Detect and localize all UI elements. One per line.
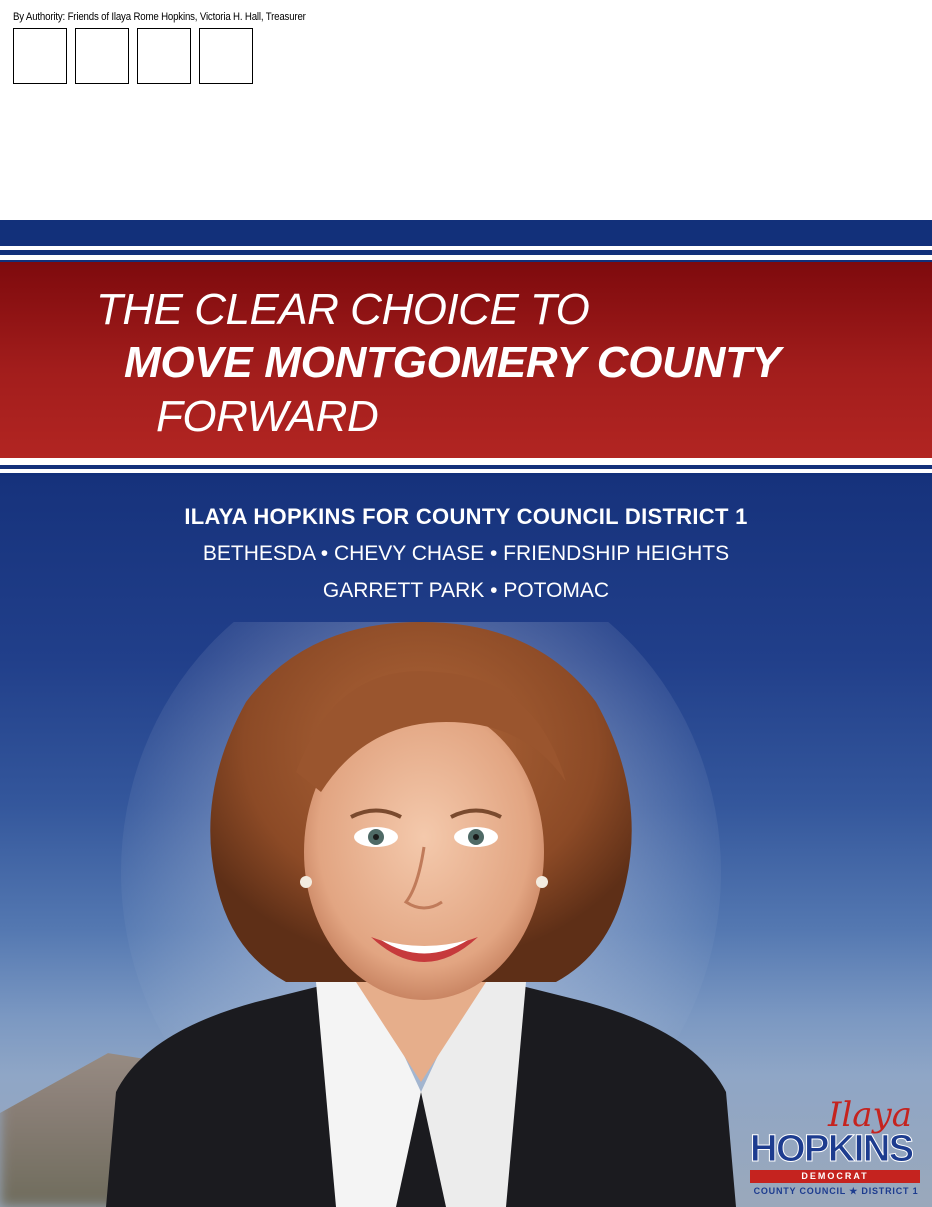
- headline-line-3: FORWARD: [156, 392, 379, 441]
- headline-line-1: THE CLEAR CHOICE TO: [96, 285, 590, 334]
- authority-disclaimer: By Authority: Friends of Ilaya Rome Hopkins, Victoria H. Hall, Treasurer: [13, 11, 306, 23]
- logo-script-name: Ilaya: [827, 1095, 912, 1135]
- candidate-portrait: [106, 622, 736, 1207]
- empty-box-2: [75, 28, 129, 84]
- middle-navy-stripe: [0, 458, 932, 476]
- logo-party-band: DEMOCRAT: [750, 1170, 920, 1183]
- empty-box-1: [13, 28, 67, 84]
- candidate-office-title: ILAYA HOPKINS FOR COUNTY COUNCIL DISTRICT 1: [184, 504, 748, 529]
- empty-box-4: [199, 28, 253, 84]
- district-areas-line-2: GARRETT PARK • POTOMAC: [322, 579, 610, 602]
- logo-surname: HOPKINS: [750, 1128, 913, 1170]
- logo-office-line: COUNTY COUNCIL ★ DISTRICT 1: [753, 1186, 919, 1196]
- campaign-logo: [748, 1095, 924, 1198]
- empty-box-3: [137, 28, 191, 84]
- headline-banner: [0, 262, 932, 458]
- top-navy-stripe: [0, 220, 932, 262]
- district-areas-line-1: BETHESDA • CHEVY CHASE • FRIENDSHIP HEIGHTS: [202, 542, 730, 565]
- headline-line-2: MOVE MONTGOMERY COUNTY: [124, 338, 781, 387]
- empty-checkbox-row: [13, 28, 261, 84]
